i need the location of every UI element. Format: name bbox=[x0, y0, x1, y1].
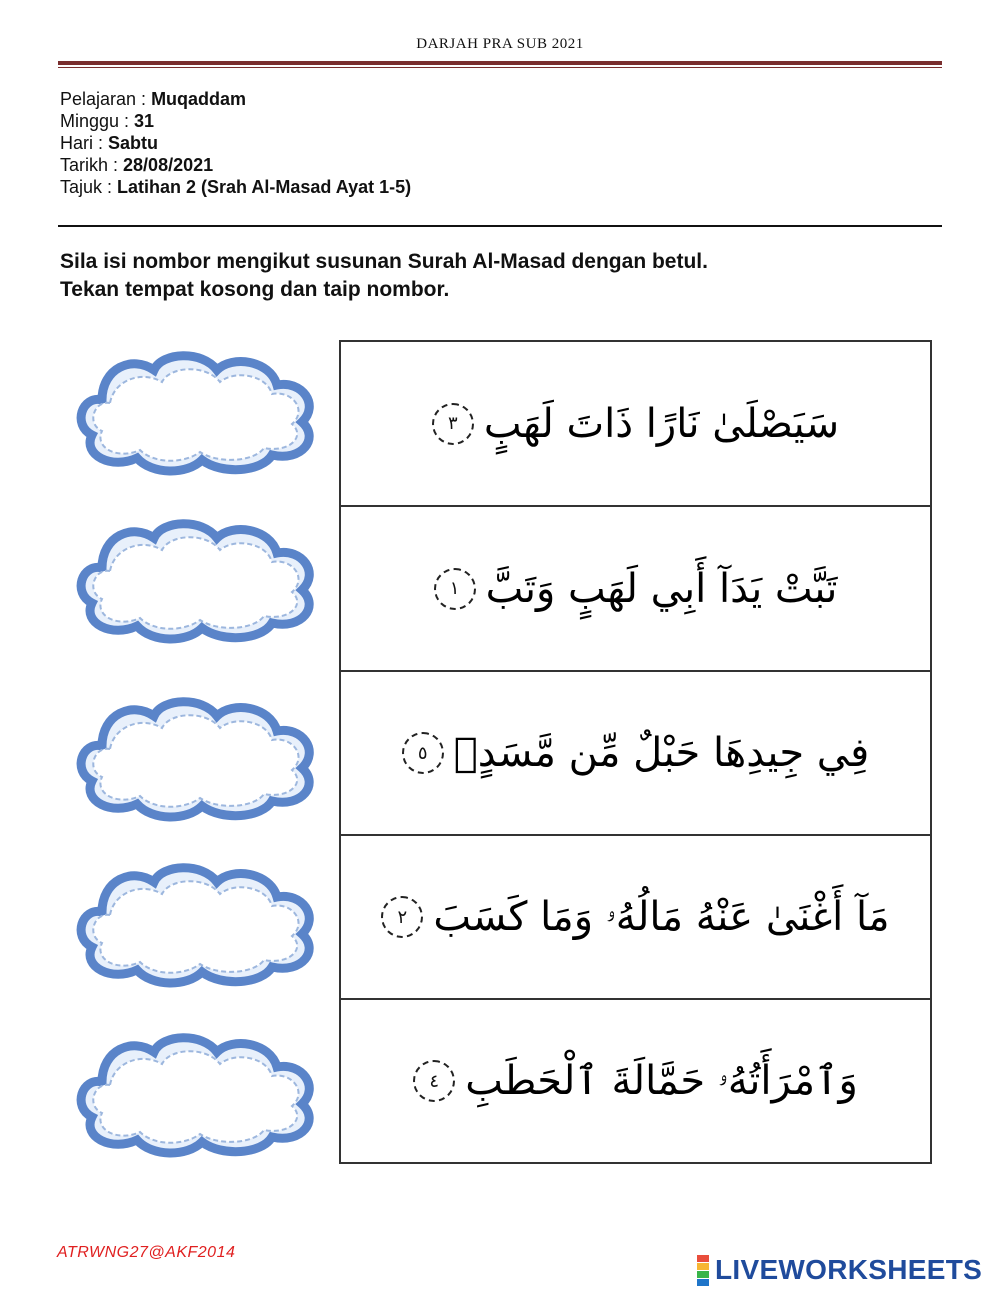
subject-value: Muqaddam bbox=[151, 89, 247, 109]
subject-label: Pelajaran : bbox=[60, 89, 152, 109]
answer-input-1[interactable] bbox=[134, 388, 258, 430]
week-label: Minggu : bbox=[60, 111, 135, 131]
instruction-line-1: Sila isi nombor mengikut susunan Surah Al-Masad dengan betul. bbox=[60, 250, 708, 273]
answer-cloud-1 bbox=[62, 340, 326, 480]
ayah-marker-icon: ٥ bbox=[402, 732, 444, 774]
day-label: Hari : bbox=[60, 133, 109, 153]
verse-row-5 bbox=[341, 1000, 930, 1162]
answer-cloud-2 bbox=[62, 508, 326, 648]
answer-cloud-5 bbox=[62, 1022, 326, 1162]
ayah-marker-icon: ٤ bbox=[413, 1060, 455, 1102]
week-value: 31 bbox=[134, 111, 155, 131]
week-row bbox=[60, 110, 411, 132]
verse-text: تَبَّتْ يَدَآ أَبِي لَهَبٍ وَتَبَّ bbox=[485, 565, 838, 612]
verse-row-4 bbox=[341, 836, 930, 1000]
liveworksheets-logo-icon bbox=[697, 1255, 709, 1286]
date-row bbox=[60, 154, 411, 176]
liveworksheets-brand[interactable] bbox=[697, 1254, 982, 1286]
answer-input-4[interactable] bbox=[134, 900, 258, 942]
date-value: 28/08/2021 bbox=[123, 155, 214, 175]
verse-row-2 bbox=[341, 507, 930, 672]
answer-cloud-3 bbox=[62, 686, 326, 826]
topic-value: Latihan 2 (Srah Al-Masad Ayat 1-5) bbox=[117, 177, 412, 197]
answer-cloud-4 bbox=[62, 852, 326, 992]
author-signature: ATRWNG27@AKF2014 bbox=[57, 1244, 236, 1261]
verse-text: وَٱمْرَأَتُهُۥ حَمَّالَةَ ٱلْحَطَبِ bbox=[465, 1058, 858, 1104]
ayah-marker-icon: ٢ bbox=[381, 896, 423, 938]
lesson-info bbox=[60, 88, 411, 198]
verse-text: مَآ أَغْنَىٰ عَنْهُ مَالُهُۥ وَمَا كَسَبَ bbox=[433, 894, 890, 940]
logo-block bbox=[697, 1255, 709, 1262]
verse-row-3 bbox=[341, 672, 930, 836]
verse-text: فِي جِيدِهَا حَبْلٌ مِّن مَّسَدٍۭ bbox=[453, 730, 870, 776]
topic-row bbox=[60, 176, 411, 198]
topic-label: Tajuk : bbox=[60, 177, 118, 197]
verse-table bbox=[339, 340, 932, 1164]
day-row bbox=[60, 132, 411, 154]
day-value: Sabtu bbox=[108, 133, 159, 153]
header-divider bbox=[58, 61, 942, 65]
subject-row bbox=[60, 88, 411, 110]
info-divider bbox=[58, 225, 942, 227]
logo-block bbox=[697, 1279, 709, 1286]
verse-row-1 bbox=[341, 342, 930, 507]
brand-text: LIVEWORKSHEETS bbox=[715, 1254, 983, 1285]
verse-text: سَيَصْلَىٰ نَارًا ذَاتَ لَهَبٍ bbox=[483, 400, 840, 447]
date-label: Tarikh : bbox=[60, 155, 124, 175]
answer-input-3[interactable] bbox=[134, 734, 258, 776]
logo-block bbox=[697, 1263, 709, 1270]
page-header-title: DARJAH PRA SUB 2021 bbox=[416, 36, 584, 52]
instructions bbox=[60, 248, 708, 304]
answer-input-2[interactable] bbox=[134, 556, 258, 598]
ayah-marker-icon: ١ bbox=[434, 568, 476, 610]
ayah-marker-icon: ٣ bbox=[432, 403, 474, 445]
header-divider-thin bbox=[58, 67, 942, 68]
instruction-line-2: Tekan tempat kosong dan taip nombor. bbox=[60, 278, 450, 301]
answer-input-5[interactable] bbox=[134, 1070, 258, 1112]
logo-block bbox=[697, 1271, 709, 1278]
